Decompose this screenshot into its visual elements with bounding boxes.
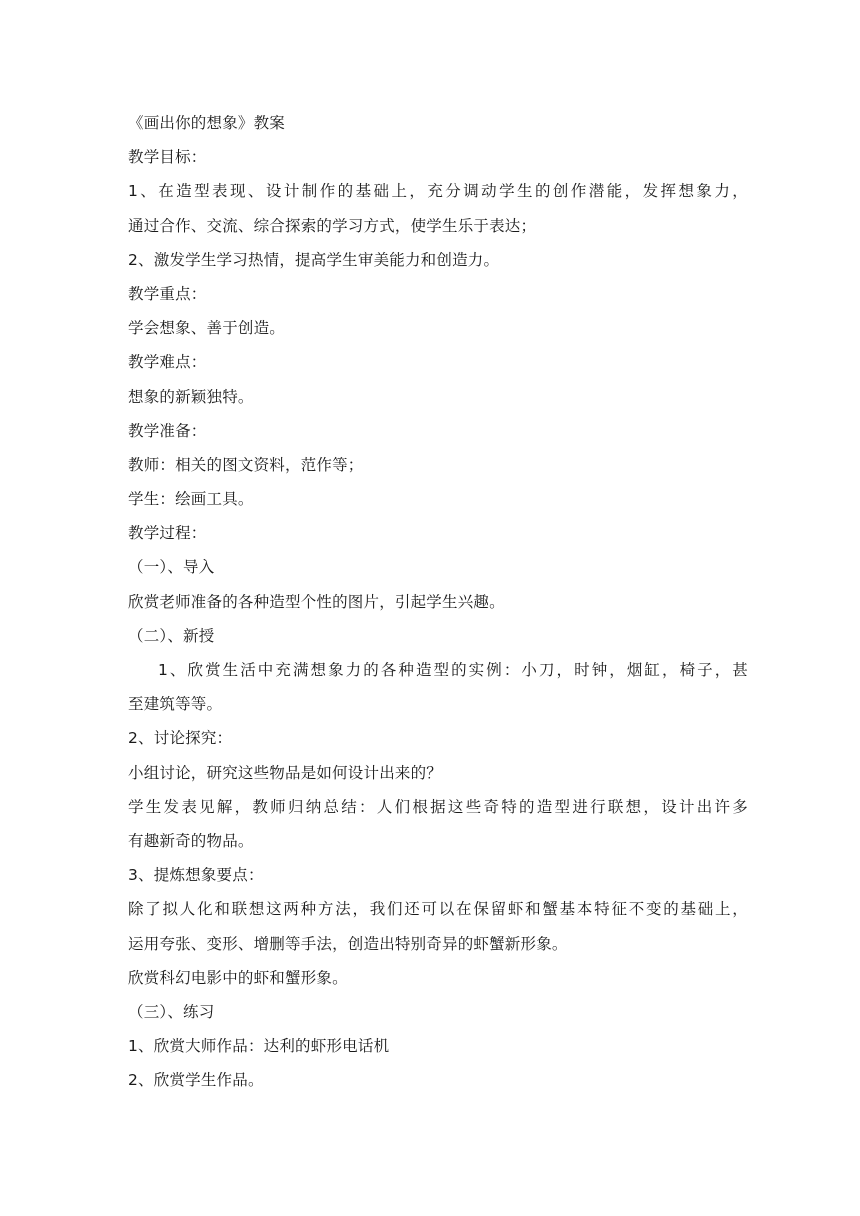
- paragraph-line: 通过合作、交流、综合探索的学习方式，使学生乐于表达；: [128, 216, 537, 235]
- paragraph-line: 1、在造型表现、设计制作的基础上，充分调动学生的创作潜能，发挥想象力，: [128, 182, 748, 201]
- paragraph-line: 3、提炼想象要点：: [128, 866, 264, 885]
- paragraph-line: 2、激发学生学习热情，提高学生审美能力和创造力。: [128, 250, 500, 269]
- paragraph-line: 至建筑等等。: [128, 695, 223, 714]
- paragraph-line: 欣赏老师准备的各种造型个性的图片，引起学生兴趣。: [128, 592, 505, 611]
- paragraph-line: 1、欣赏大师作品：达利的虾形电话机: [128, 1037, 390, 1056]
- section-heading-new-lesson: （二）、新授: [128, 626, 215, 645]
- paragraph-line: 小组讨论，研究这些物品是如何设计出来的？: [128, 763, 443, 782]
- paragraph-line: 2、讨论探究：: [128, 729, 233, 748]
- heading-process: 教学过程：: [128, 524, 207, 543]
- paragraph-line: 教师：相关的图文资料，范作等；: [128, 455, 364, 474]
- paragraph-line: 学生：绘画工具。: [128, 490, 254, 509]
- heading-preparation: 教学准备：: [128, 421, 207, 440]
- document-title: 《画出你的想象》教案: [128, 114, 286, 132]
- heading-key-points: 教学重点：: [128, 284, 207, 303]
- paragraph-line: 欣赏科幻电影中的虾和蟹形象。: [128, 968, 348, 987]
- paragraph-line: 2、欣赏学生作品。: [128, 1071, 264, 1090]
- paragraph-line: 1、欣赏生活中充满想象力的各种造型的实例：小刀，时钟，烟缸，椅子，甚: [158, 661, 748, 679]
- paragraph-line: 除了拟人化和联想这两种方法，我们还可以在保留虾和蟹基本特征不变的基础上，: [128, 900, 748, 919]
- paragraph-line: 运用夸张、变形、增删等手法，创造出特别奇异的虾蟹新形象。: [128, 934, 568, 953]
- section-heading-practice: （三）、练习: [128, 1002, 215, 1021]
- heading-teaching-objectives: 教学目标：: [128, 148, 207, 167]
- paragraph-line: 有趣新奇的物品。: [128, 831, 254, 850]
- document-body: [128, 106, 748, 1097]
- heading-difficulties: 教学难点：: [128, 353, 207, 372]
- paragraph-line: 学会想象、善于创造。: [128, 319, 286, 338]
- section-heading-intro: （一）、导入: [128, 558, 215, 577]
- paragraph-line: 学生发表见解，教师归纳总结：人们根据这些奇特的造型进行联想，设计出许多: [128, 797, 748, 816]
- paragraph-line: 想象的新颖独特。: [128, 387, 254, 406]
